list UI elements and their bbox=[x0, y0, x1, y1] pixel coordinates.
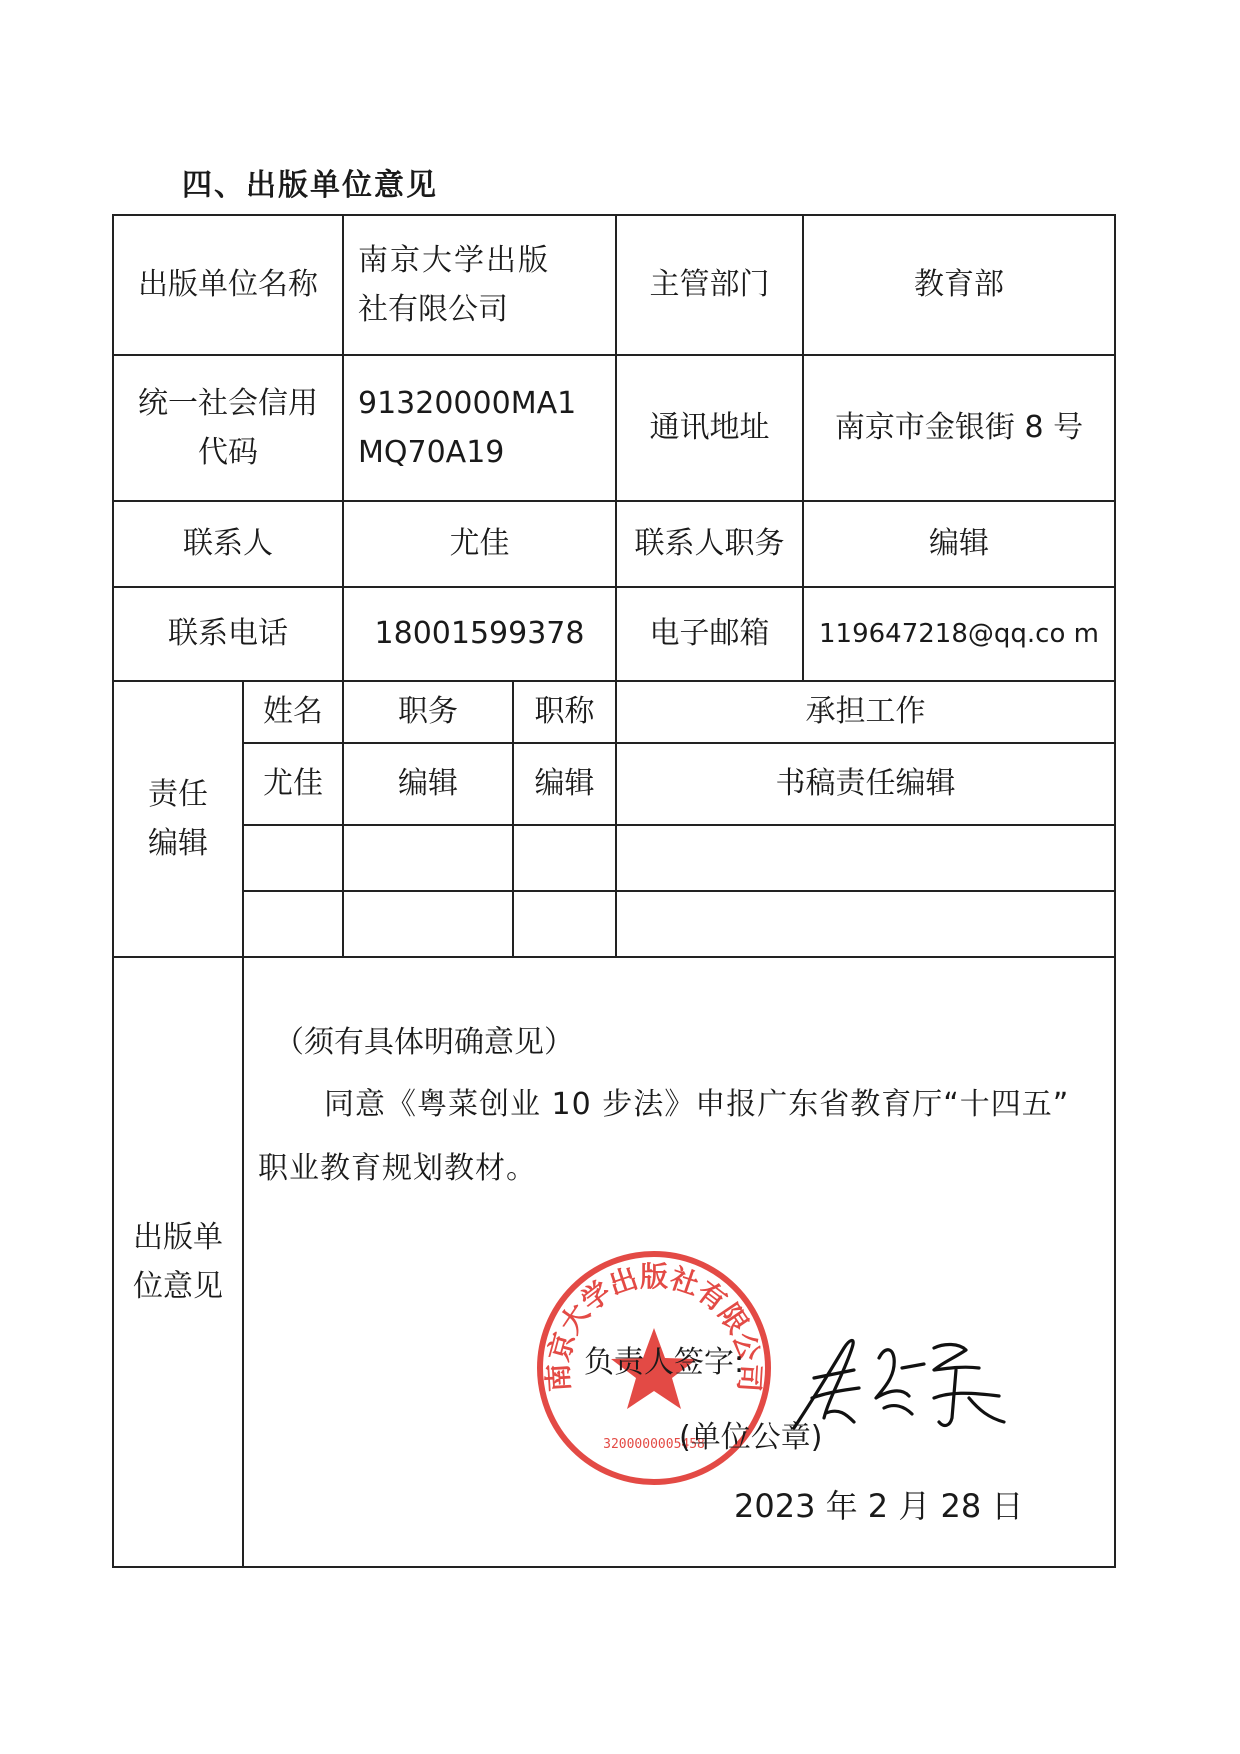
opinion-label-line2: 位意见 bbox=[133, 1269, 223, 1304]
signing-date: 2023 年 2 月 28 日 bbox=[734, 1487, 1024, 1525]
editor-row-3-name bbox=[243, 891, 343, 957]
opinion-label bbox=[113, 957, 243, 1567]
credit-code-line2: MQ70A19 bbox=[358, 435, 505, 470]
editor-row-1-title: 编辑 bbox=[513, 743, 616, 825]
editor-row-2-title bbox=[513, 825, 616, 891]
section-title: 四、出版单位意见 bbox=[182, 168, 438, 203]
editors-header-title: 职称 bbox=[513, 681, 616, 743]
publisher-name-line2: 社有限公司 bbox=[358, 292, 508, 327]
credit-code-label bbox=[113, 355, 343, 501]
supervisor-label: 主管部门 bbox=[616, 215, 803, 355]
editor-row-3-title bbox=[513, 891, 616, 957]
address-value: 南京市金银街 8 号 bbox=[803, 355, 1115, 501]
editor-row-2-name bbox=[243, 825, 343, 891]
publisher-name-label: 出版单位名称 bbox=[113, 215, 343, 355]
credit-code-line1: 91320000MA1 bbox=[358, 385, 577, 421]
editors-header-work: 承担工作 bbox=[616, 681, 1115, 743]
seal-text: 南京大学出版社有限公司 bbox=[541, 1260, 767, 1393]
credit-code-value bbox=[343, 355, 616, 501]
editor-row-1-work: 书稿责任编辑 bbox=[616, 743, 1115, 825]
opinion-note: （须有具体明确意见） bbox=[274, 1025, 574, 1060]
opinion-content bbox=[243, 957, 1115, 1567]
contact-label: 联系人 bbox=[113, 501, 343, 587]
editor-row-2-work bbox=[616, 825, 1115, 891]
email-label: 电子邮箱 bbox=[616, 587, 803, 681]
editor-row-2-position bbox=[343, 825, 513, 891]
contact-title-label: 联系人职务 bbox=[616, 501, 803, 587]
signer-label: 负责人签字: bbox=[584, 1345, 745, 1380]
publisher-name-value bbox=[343, 215, 616, 355]
email-value: 119647218@qq.co m bbox=[803, 587, 1115, 681]
editors-label bbox=[113, 681, 243, 957]
address-label: 通讯地址 bbox=[616, 355, 803, 501]
editors-label-line2: 编辑 bbox=[148, 826, 208, 861]
opinion-text-line1: 同意《粤菜创业 10 步法》申报广东省教育厅“十四五” bbox=[324, 1087, 1070, 1122]
editor-row-3-position bbox=[343, 891, 513, 957]
editor-row-1-name: 尤佳 bbox=[243, 743, 343, 825]
opinion-text-line2: 职业教育规划教材。 bbox=[258, 1151, 537, 1186]
credit-code-label-line2: 代码 bbox=[198, 435, 258, 470]
supervisor-value: 教育部 bbox=[803, 215, 1115, 355]
handwritten-signature bbox=[784, 1318, 1014, 1448]
editors-header-position: 职务 bbox=[343, 681, 513, 743]
publisher-name-line1: 南京大学出版 bbox=[358, 242, 550, 278]
editors-label-line1: 责任 bbox=[148, 776, 208, 812]
editors-header-name: 姓名 bbox=[243, 681, 343, 743]
phone-label: 联系电话 bbox=[113, 587, 343, 681]
contact-title-value: 编辑 bbox=[803, 501, 1115, 587]
editor-row-1-position: 编辑 bbox=[343, 743, 513, 825]
contact-value: 尤佳 bbox=[343, 501, 616, 587]
credit-code-label-line1: 统一社会信用 bbox=[138, 385, 318, 421]
seal-number: 3200000005458 bbox=[603, 1437, 705, 1452]
phone-value: 18001599378 bbox=[343, 587, 616, 681]
seal-label: (单位公章) bbox=[679, 1420, 823, 1455]
opinion-label-line1: 出版单 bbox=[133, 1219, 223, 1255]
publisher-opinion-form bbox=[112, 214, 1116, 1568]
editor-row-3-work bbox=[616, 891, 1115, 957]
